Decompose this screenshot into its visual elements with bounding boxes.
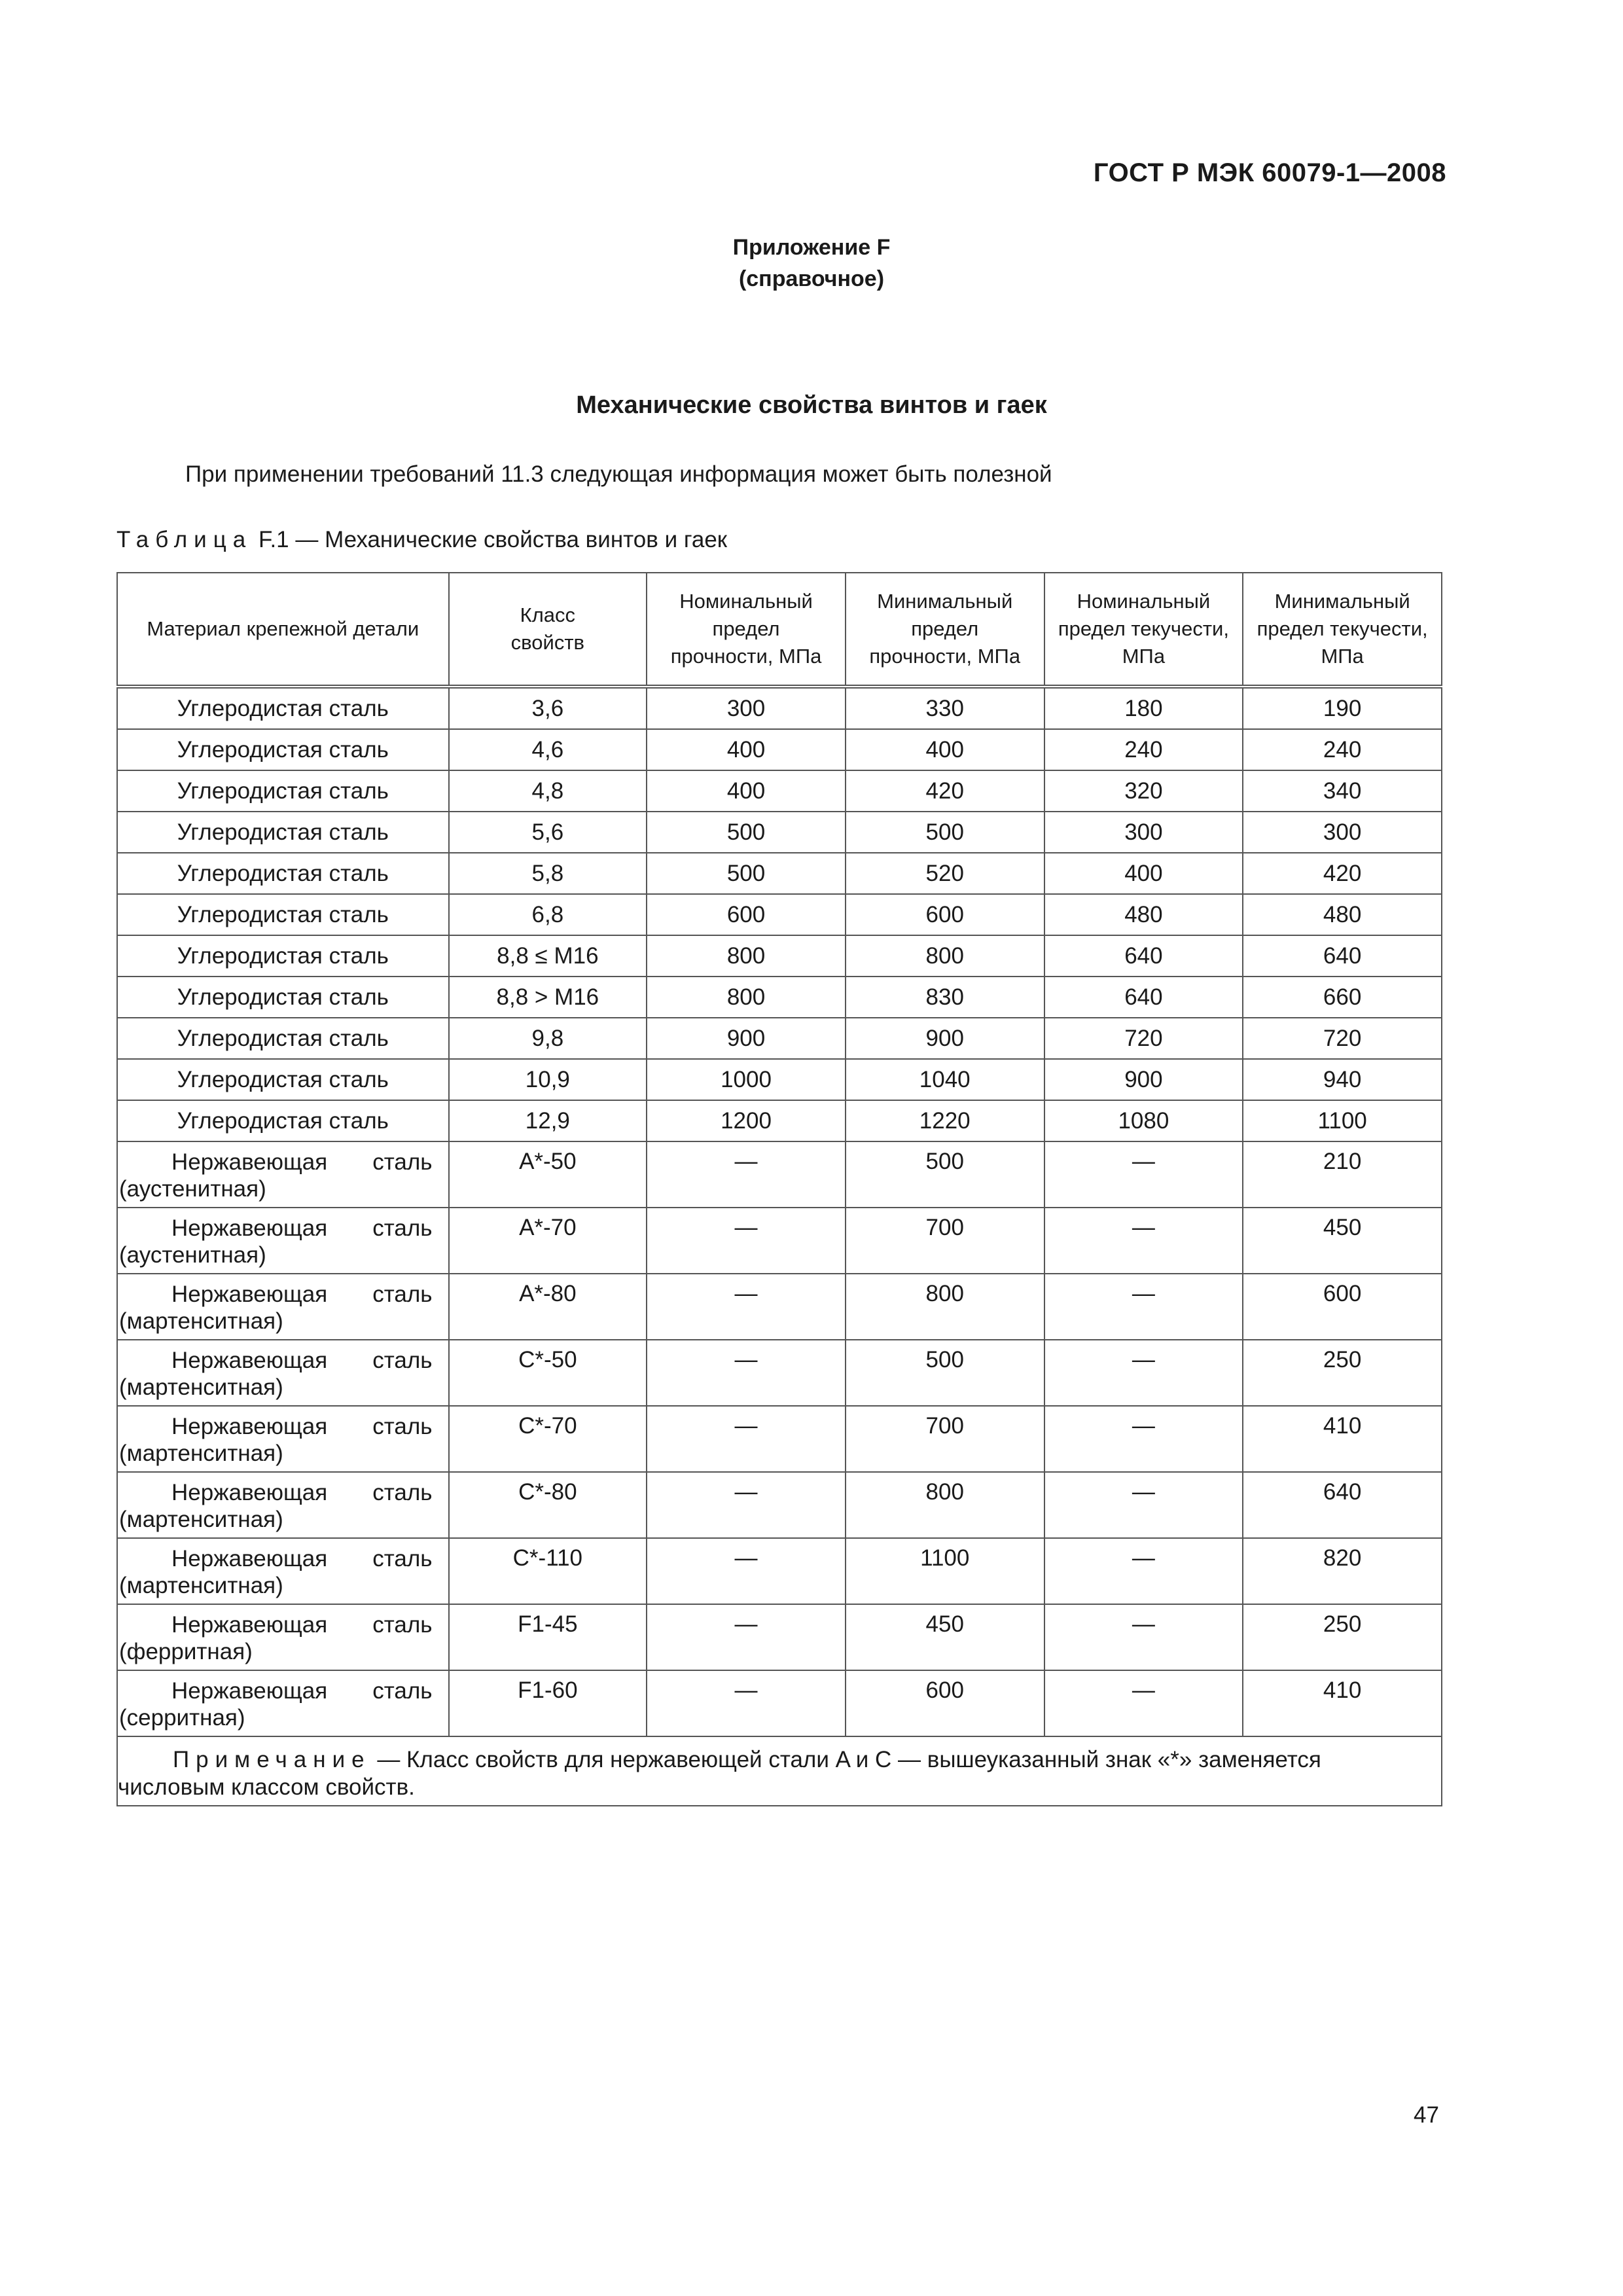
material-cell: Углеродистая сталь — [117, 1059, 449, 1100]
material-cell — [117, 1604, 449, 1670]
material-cell: Углеродистая сталь — [117, 1100, 449, 1141]
table-cell: — — [647, 1538, 846, 1604]
material-subtype: (серритная) — [119, 1705, 245, 1731]
table-cell: 500 — [846, 1340, 1044, 1406]
table-cell: 240 — [1243, 729, 1442, 770]
material-subtype: (аустенитная) — [119, 1242, 266, 1268]
table-cell: 320 — [1044, 770, 1243, 812]
table-cell: 250 — [1243, 1340, 1442, 1406]
table-cell: 500 — [647, 853, 846, 894]
material-cell — [117, 1274, 449, 1340]
table-row — [117, 1604, 1442, 1670]
material-cell — [117, 1208, 449, 1274]
table-cell: 640 — [1243, 935, 1442, 977]
table-cell: 400 — [1044, 853, 1243, 894]
table-cell: 240 — [1044, 729, 1243, 770]
material-subtype: (мартенситная) — [119, 1374, 283, 1400]
table-cell: 600 — [647, 894, 846, 935]
material-word: Нержавеющая — [171, 1282, 328, 1307]
table-cell: 640 — [1243, 1472, 1442, 1538]
table-cell: 5,6 — [449, 812, 647, 853]
material-subtype: (аустенитная) — [119, 1176, 266, 1202]
table-cell: 500 — [647, 812, 846, 853]
annex-title: Приложение F — [732, 235, 891, 260]
table-cell: 420 — [846, 770, 1044, 812]
material-line — [118, 1677, 448, 1704]
table-row — [117, 1472, 1442, 1538]
note-first-line — [118, 1747, 1321, 1772]
table-cell: 5,8 — [449, 853, 647, 894]
table-cell: C*-80 — [449, 1472, 647, 1538]
column-header: Класс свойств — [449, 573, 647, 687]
table-cell: 520 — [846, 853, 1044, 894]
material-word: сталь — [372, 1414, 433, 1439]
table-note-row — [117, 1736, 1442, 1806]
table-cell: 480 — [1243, 894, 1442, 935]
table-cell: — — [647, 1274, 846, 1340]
material-cell: Углеродистая сталь — [117, 935, 449, 977]
standard-designation: ГОСТ Р МЭК 60079-1—2008 — [1093, 158, 1446, 187]
table-row — [117, 1141, 1442, 1208]
table-cell: 300 — [1243, 812, 1442, 853]
material-line — [118, 1413, 448, 1440]
column-header: Минимальный предел прочности, МПа — [846, 573, 1044, 687]
table-row — [117, 1100, 1442, 1141]
table-cell: — — [1044, 1340, 1243, 1406]
table-cell: 420 — [1243, 853, 1442, 894]
material-word: сталь — [372, 1282, 433, 1307]
table-cell: 8,8 ≤ M16 — [449, 935, 647, 977]
table-cell: 1220 — [846, 1100, 1044, 1141]
table-cell: — — [647, 1604, 846, 1670]
table-row — [117, 1018, 1442, 1059]
table-cell: 10,9 — [449, 1059, 647, 1100]
material-line — [118, 1215, 448, 1242]
table-cell: 9,8 — [449, 1018, 647, 1059]
table-cell: 1040 — [846, 1059, 1044, 1100]
material-line — [118, 1479, 448, 1506]
table-row — [117, 770, 1442, 812]
material-line — [118, 1347, 448, 1374]
table-cell: 600 — [846, 1670, 1044, 1736]
table-cell: 400 — [846, 729, 1044, 770]
table-cell: — — [1044, 1670, 1243, 1736]
table-cell: 180 — [1044, 687, 1243, 729]
table-cell: 12,9 — [449, 1100, 647, 1141]
table-cell: — — [1044, 1472, 1243, 1538]
note-label: Примечание — [173, 1747, 371, 1772]
table-cell: 300 — [647, 687, 846, 729]
material-cell: Углеродистая сталь — [117, 687, 449, 729]
column-header: Номинальный предел текучести, МПа — [1044, 573, 1243, 687]
table-row — [117, 1208, 1442, 1274]
table-row — [117, 1406, 1442, 1472]
material-word: сталь — [372, 1348, 433, 1373]
table-cell: 800 — [846, 935, 1044, 977]
table-cell: 800 — [647, 935, 846, 977]
table-cell: F1-45 — [449, 1604, 647, 1670]
table-cell: 250 — [1243, 1604, 1442, 1670]
material-line — [118, 1545, 448, 1572]
table-cell: — — [647, 1670, 846, 1736]
intro-paragraph: При применении требований 11.3 следующая информация может быть полезной — [185, 461, 1052, 487]
material-word: Нержавеющая — [171, 1149, 328, 1175]
material-word: Нержавеющая — [171, 1215, 328, 1241]
material-cell: Углеродистая сталь — [117, 1018, 449, 1059]
table-cell: 3,6 — [449, 687, 647, 729]
table-cell: 480 — [1044, 894, 1243, 935]
table-cell: 6,8 — [449, 894, 647, 935]
table-cell: 190 — [1243, 687, 1442, 729]
table-cell: 1200 — [647, 1100, 846, 1141]
table-cell: 1080 — [1044, 1100, 1243, 1141]
column-header: Номинальный предел прочности, МПа — [647, 573, 846, 687]
table-cell: 330 — [846, 687, 1044, 729]
material-line — [118, 1281, 448, 1308]
material-cell: Углеродистая сталь — [117, 812, 449, 853]
material-word: Нержавеющая — [171, 1480, 328, 1505]
material-cell: Углеродистая сталь — [117, 729, 449, 770]
column-header: Материал крепежной детали — [117, 573, 449, 687]
annex-heading — [0, 232, 1623, 295]
table-note — [117, 1736, 1442, 1806]
material-word: сталь — [372, 1480, 433, 1505]
table-cell: 800 — [846, 1472, 1044, 1538]
table-body — [117, 687, 1442, 1806]
material-line — [118, 1149, 448, 1175]
table-cell: 700 — [846, 1406, 1044, 1472]
table-cell: 900 — [647, 1018, 846, 1059]
table-cell: 720 — [1243, 1018, 1442, 1059]
material-cell: Углеродистая сталь — [117, 770, 449, 812]
material-line — [118, 1611, 448, 1638]
material-cell — [117, 1472, 449, 1538]
table-cell: — — [1044, 1141, 1243, 1208]
table-row — [117, 1670, 1442, 1736]
table-cell: — — [1044, 1208, 1243, 1274]
table-cell: 720 — [1044, 1018, 1243, 1059]
material-cell: Углеродистая сталь — [117, 977, 449, 1018]
table-cell: 4,6 — [449, 729, 647, 770]
table-cell: 450 — [846, 1604, 1044, 1670]
table-cell: 640 — [1044, 935, 1243, 977]
table-header-row — [117, 573, 1442, 687]
material-word: сталь — [372, 1149, 433, 1175]
annex-type: (справочное) — [738, 266, 885, 291]
material-cell — [117, 1340, 449, 1406]
material-cell: Углеродистая сталь — [117, 894, 449, 935]
table-cell: 450 — [1243, 1208, 1442, 1274]
table-row — [117, 894, 1442, 935]
table-cell: — — [647, 1141, 846, 1208]
table-cell: F1-60 — [449, 1670, 647, 1736]
table-cell: C*-110 — [449, 1538, 647, 1604]
material-subtype: (мартенситная) — [119, 1308, 283, 1334]
table-row — [117, 812, 1442, 853]
material-subtype: (мартенситная) — [119, 1441, 283, 1466]
table-cell: — — [1044, 1274, 1243, 1340]
table-cell: — — [1044, 1604, 1243, 1670]
table-row — [117, 1340, 1442, 1406]
table-cell: 1000 — [647, 1059, 846, 1100]
table-cell: 600 — [1243, 1274, 1442, 1340]
table-cell: 640 — [1044, 977, 1243, 1018]
table-cell: 900 — [846, 1018, 1044, 1059]
table-cell: C*-50 — [449, 1340, 647, 1406]
material-word: Нержавеющая — [171, 1546, 328, 1571]
table-cell: 830 — [846, 977, 1044, 1018]
note-continuation: числовым классом свойств. — [118, 1774, 415, 1800]
material-word: сталь — [372, 1612, 433, 1638]
material-word: сталь — [372, 1678, 433, 1704]
page-number: 47 — [1414, 2102, 1439, 2128]
table-cell: 410 — [1243, 1670, 1442, 1736]
note-text: — Класс свойств для нержавеющей стали A и C — вышеуказанный знак «*» заменяется — [370, 1747, 1321, 1772]
table-cell: C*-70 — [449, 1406, 647, 1472]
material-subtype: (ферритная) — [119, 1639, 253, 1664]
material-word: Нержавеющая — [171, 1678, 328, 1704]
material-word: Нержавеющая — [171, 1612, 328, 1638]
material-cell — [117, 1670, 449, 1736]
material-cell: Углеродистая сталь — [117, 853, 449, 894]
table-row — [117, 1538, 1442, 1604]
table-row — [117, 729, 1442, 770]
table-row — [117, 1059, 1442, 1100]
material-cell — [117, 1538, 449, 1604]
table-cell: 500 — [846, 1141, 1044, 1208]
table-cell: 1100 — [1243, 1100, 1442, 1141]
table-cell: 210 — [1243, 1141, 1442, 1208]
table-cell: 700 — [846, 1208, 1044, 1274]
table-caption-prefix: Таблица — [116, 527, 253, 552]
table-cell: 600 — [846, 894, 1044, 935]
table-cell: 4,8 — [449, 770, 647, 812]
table-row — [117, 853, 1442, 894]
table-cell: 8,8 > M16 — [449, 977, 647, 1018]
table-cell: — — [647, 1340, 846, 1406]
column-header: Минимальный предел текучести, МПа — [1243, 573, 1442, 687]
material-word: сталь — [372, 1546, 433, 1571]
table-row — [117, 1274, 1442, 1340]
material-cell — [117, 1406, 449, 1472]
table-row — [117, 977, 1442, 1018]
table-cell: 410 — [1243, 1406, 1442, 1472]
table-cell: 800 — [647, 977, 846, 1018]
table-cell: 500 — [846, 812, 1044, 853]
table-cell: — — [1044, 1538, 1243, 1604]
table-cell: 400 — [647, 770, 846, 812]
table-cell: — — [647, 1208, 846, 1274]
table-cell: — — [1044, 1406, 1243, 1472]
table-row — [117, 687, 1442, 729]
material-word: Нержавеющая — [171, 1348, 328, 1373]
table-cell: 660 — [1243, 977, 1442, 1018]
table-cell: 400 — [647, 729, 846, 770]
properties-table — [116, 572, 1442, 1806]
table-cell: 340 — [1243, 770, 1442, 812]
table-cell: A*-50 — [449, 1141, 647, 1208]
table-cell: 800 — [846, 1274, 1044, 1340]
table-cell: A*-80 — [449, 1274, 647, 1340]
table-cell: 300 — [1044, 812, 1243, 853]
material-subtype: (мартенситная) — [119, 1507, 283, 1532]
material-subtype: (мартенситная) — [119, 1573, 283, 1598]
material-word: сталь — [372, 1215, 433, 1241]
table-cell: 900 — [1044, 1059, 1243, 1100]
table-caption-text: F.1 — Механические свойства винтов и гаек — [252, 527, 728, 552]
table-cell: A*-70 — [449, 1208, 647, 1274]
table-cell: 1100 — [846, 1538, 1044, 1604]
table-caption — [116, 527, 727, 553]
table-cell: 820 — [1243, 1538, 1442, 1604]
page-title: Механические свойства винтов и гаек — [576, 391, 1047, 419]
table-row — [117, 935, 1442, 977]
material-cell — [117, 1141, 449, 1208]
table-cell: 940 — [1243, 1059, 1442, 1100]
table-cell: — — [647, 1406, 846, 1472]
table-cell: — — [647, 1472, 846, 1538]
material-word: Нержавеющая — [171, 1414, 328, 1439]
